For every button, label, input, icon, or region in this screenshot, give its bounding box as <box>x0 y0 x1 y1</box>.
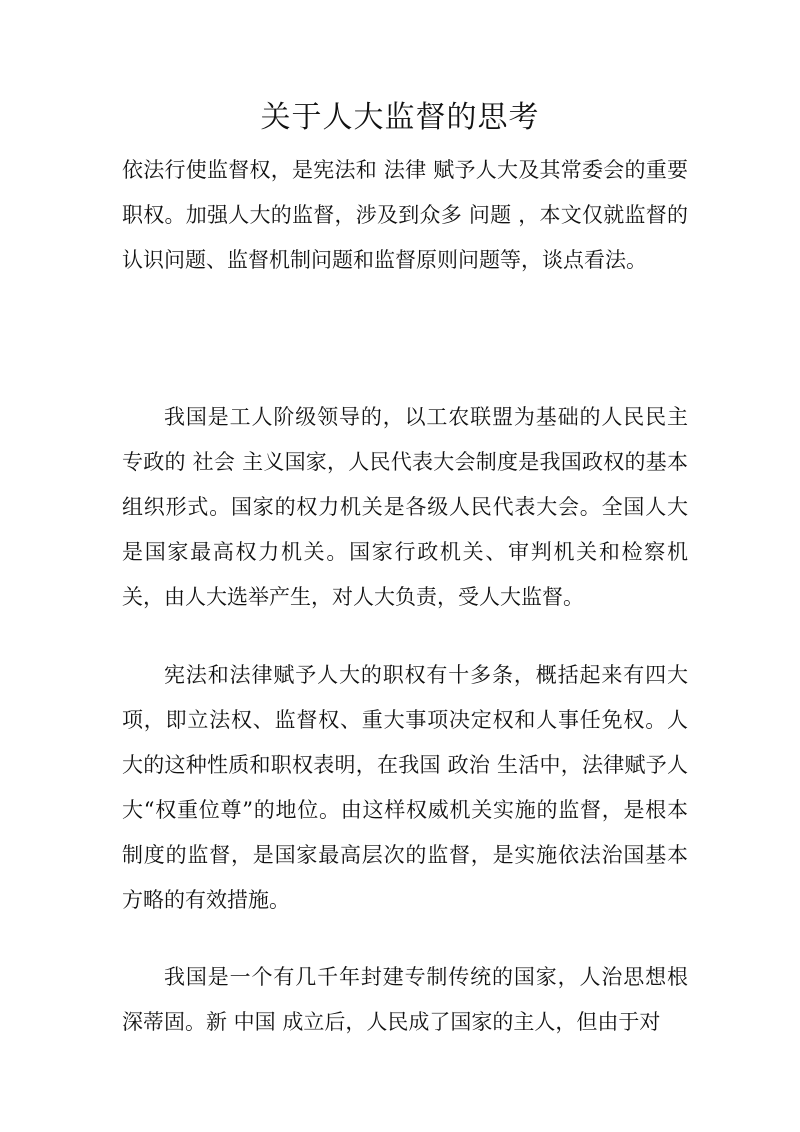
paragraph-state-system: 我国是工人阶级领导的，以工农联盟为基础的人民民主专政的 社会 主义国家，人民代表大会制度是我国政权的基本组织形式。国家的权力机关是各级人民代表大会。全国人大是国家最高权力机关。国家行政机关、审判机关和检察机关，由人大选举产生，对人大负责，受人大监督。 <box>122 405 688 609</box>
paragraph-npc-powers: 宪法和法律赋予人大的职权有十多条，概括起来有四大项，即立法权、监督权、重大事项决定权和人事任免权。人大的这种性质和职权表明，在我国 政治 生活中，法律赋予人大“权重位尊”的地位。由这样权威机关实施的监督，是根本制度的监督，是国家最高层次的监督，是实施依法治国基本方略的有效措施。 <box>122 663 688 912</box>
paragraph-history: 我国是一个有几千年封建专制传统的国家，人治思想根深蒂固。新 中国 成立后，人民成了国家的主人，但由于对 <box>122 965 688 1034</box>
document-title: 关于人大监督的思考 <box>260 100 540 135</box>
paragraph-intro: 依法行使监督权，是宪法和 法律 赋予人大及其常委会的重要职权。加强人大的监督，涉及到众多 问题 ，本文仅就监督的认识问题、监督机制问题和监督原则问题等，谈点看法。 <box>122 158 688 272</box>
